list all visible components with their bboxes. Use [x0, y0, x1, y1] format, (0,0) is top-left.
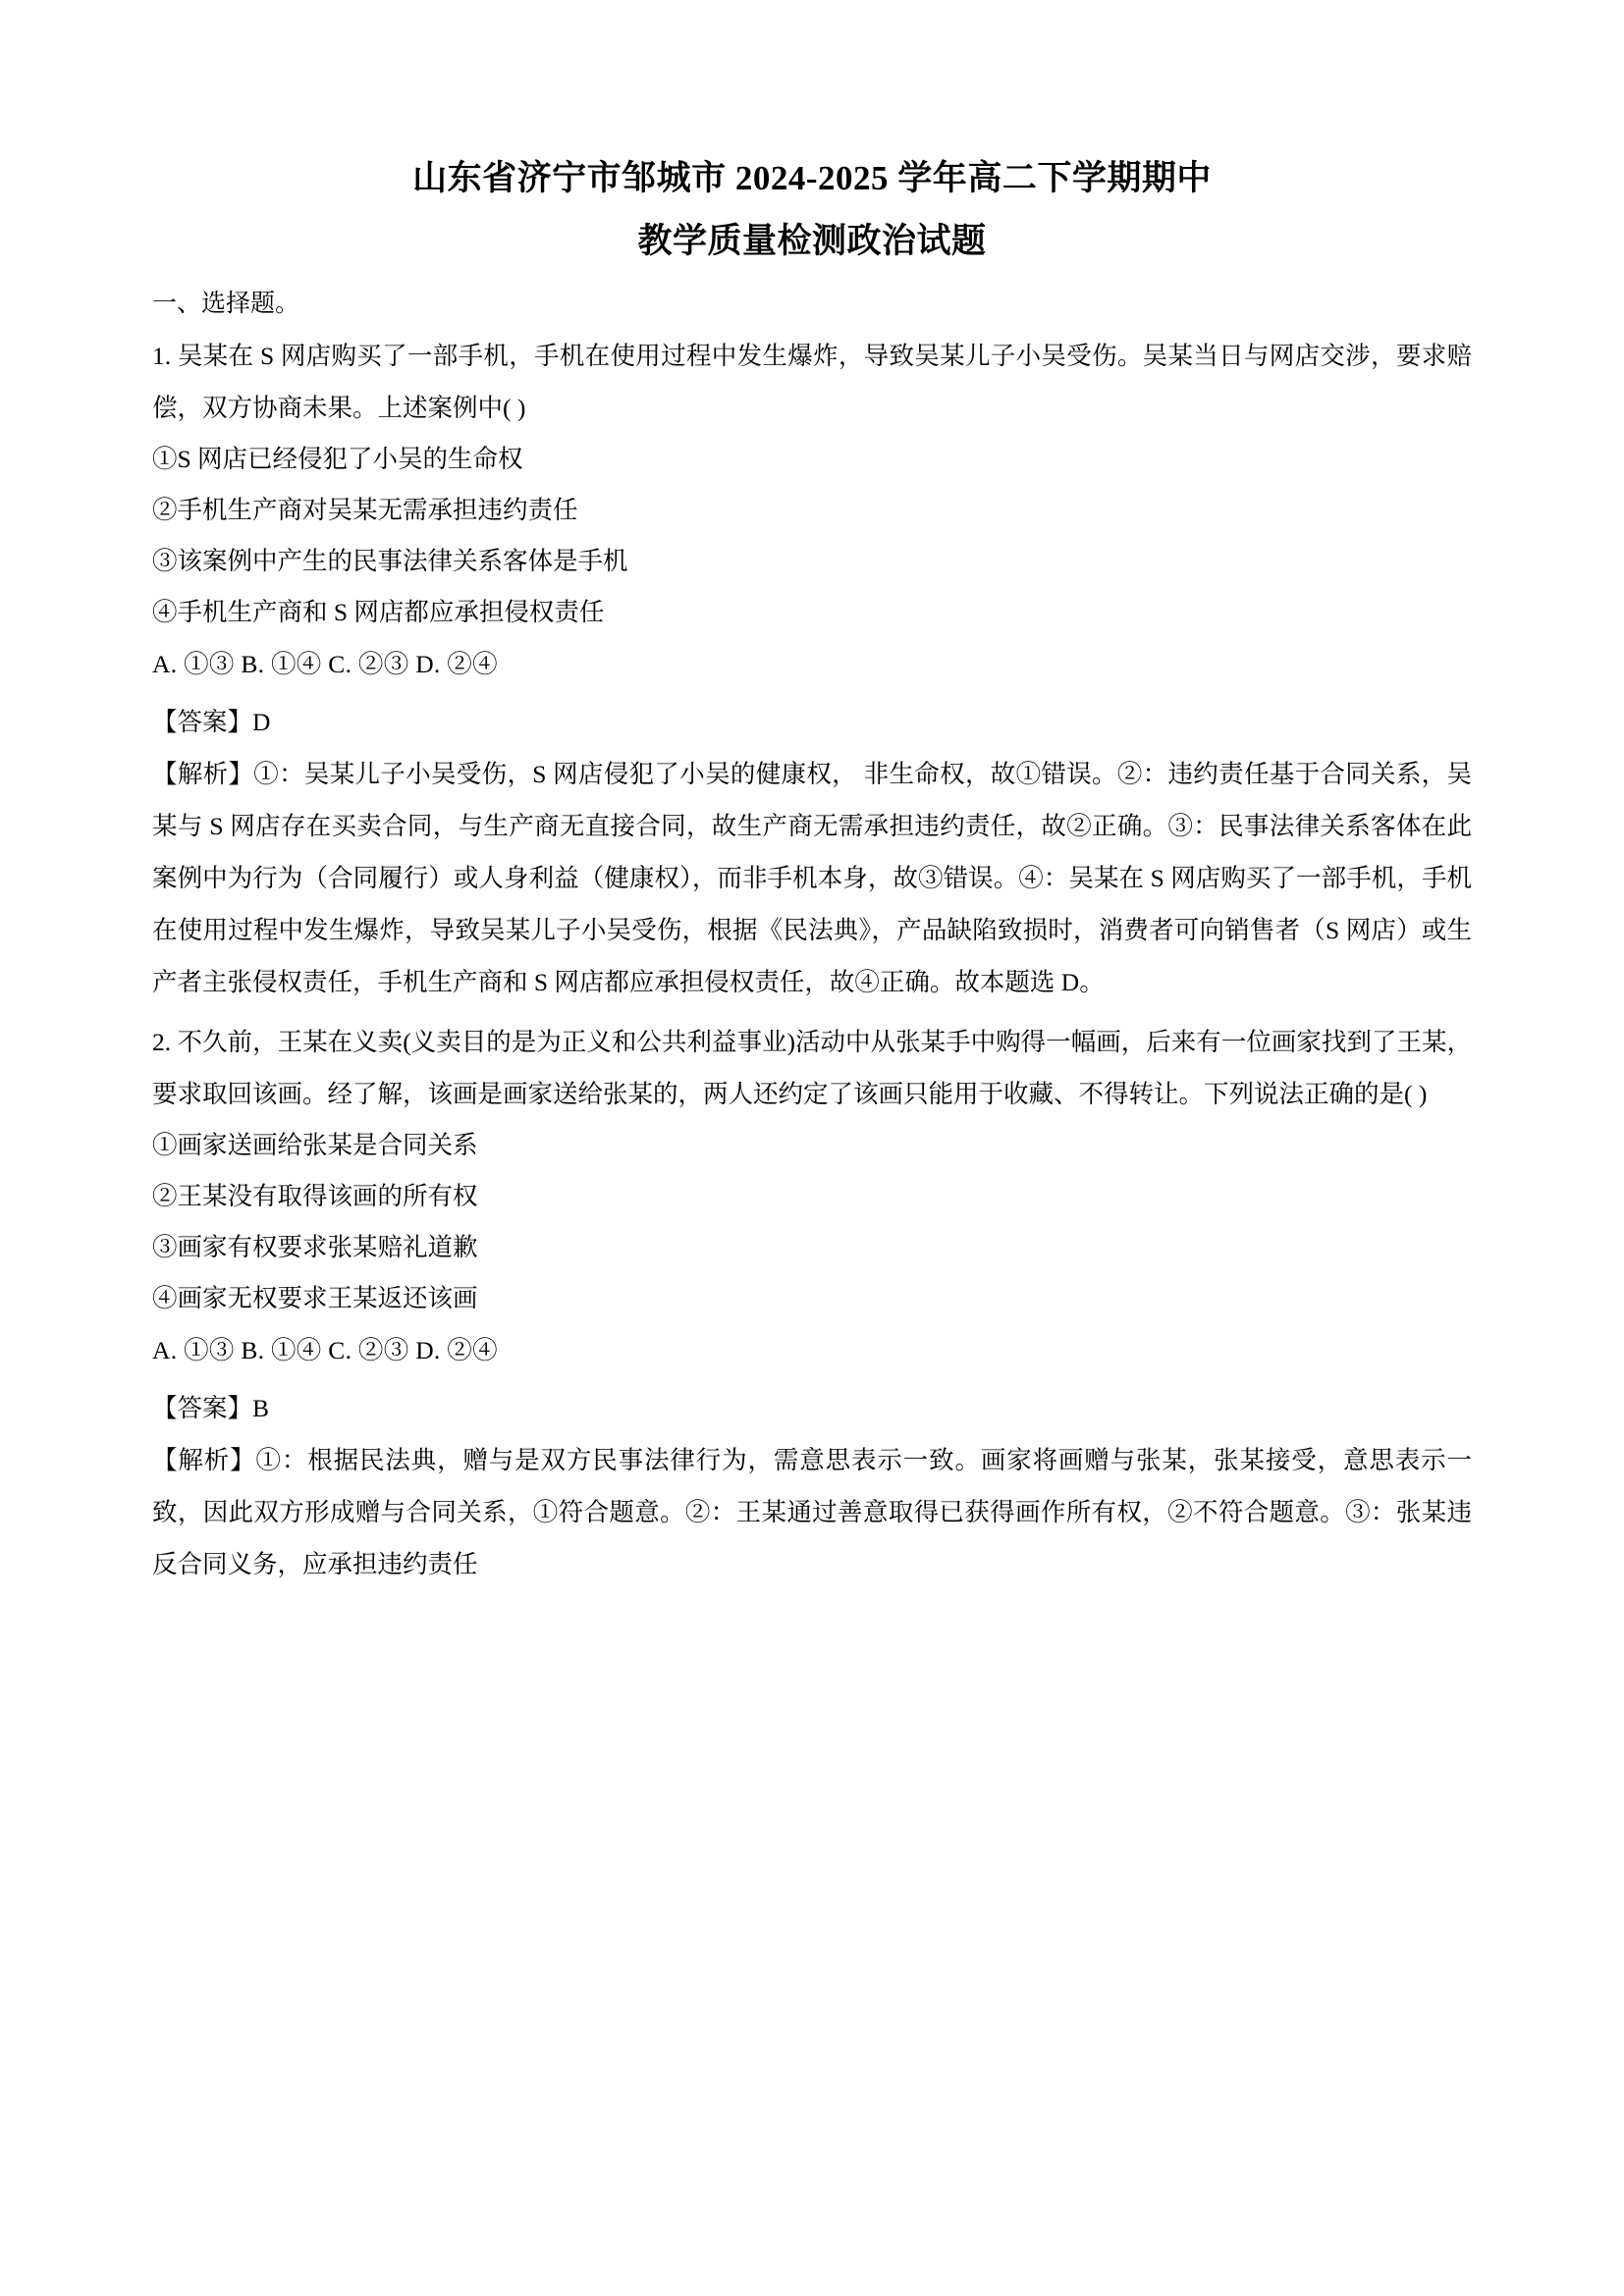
question-option: ①画家送画给张某是合同关系 — [152, 1131, 478, 1159]
answer-value: B — [252, 1394, 270, 1422]
question-option: ①S 网店已经侵犯了小吴的生命权 — [152, 445, 523, 473]
question-stem: 2. 不久前，王某在义卖(义卖目的是为正义和公共利益事业)活动中从张某手中购得一幅画，后来有一位画家找到了王某，要求取回该画。经了解，该画是画家送给张某的，两人还约定了该画只能用于收藏、不得转让。下列说法正确的是( ) — [152, 1028, 1472, 1108]
answer-label: 【答案】 — [152, 708, 253, 736]
question-option: ③画家有权要求张某赔礼道歉 — [152, 1233, 478, 1261]
analysis-block — [152, 1434, 1472, 1590]
page-title — [152, 147, 1472, 273]
answer-line — [152, 696, 1472, 748]
analysis-label: 【解析】 — [152, 1446, 256, 1474]
question-option: ④画家无权要求王某返还该画 — [152, 1284, 478, 1312]
section-heading-choice-questions: 一、选择题。 — [152, 291, 300, 317]
block-spacer — [152, 1008, 1472, 1016]
analysis-text: ①：吴某儿子小吴受伤，S 网店侵犯了小吴的健康权， 非生命权，故①错误。②：违约责任基于合同关系，吴某与 S 网店存在买卖合同，与生产商无直接合同，故生产商无需承担违约责任，故②正确。③：民事法律关系客体在此案例中为行为（合同履行）或人身利益（健康权），而非手机本身，故③错误。④：吴某在 S 网店购买了一部手机，手机在使用过程中发生爆炸，导致吴某儿子小吴受伤，根据《民法典》，产品缺陷致损时，消费者可向销售者（S 网店）或生产者主张侵权责任，手机生产商和 S 网店都应承担侵权责任，故④正确。故本题选 D。 — [152, 760, 1472, 996]
page-title-line-2: 教学质量检测政治试题 — [637, 222, 987, 260]
question-option: ④手机生产商和 S 网店都应承担侵权责任 — [152, 598, 605, 626]
analysis-label: 【解析】 — [152, 760, 254, 788]
question-option: ②手机生产商对吴某无需承担违约责任 — [152, 496, 578, 524]
question-block-2 — [152, 1016, 1472, 1590]
answer-label: 【答案】 — [152, 1394, 253, 1422]
question-option: ②王某没有取得该画的所有权 — [152, 1182, 478, 1210]
question-option: ③该案例中产生的民事法律关系客体是手机 — [152, 547, 628, 575]
question-choice-list: A. ①③ B. ①④ C. ②③ D. ②④ — [152, 650, 498, 678]
question-block-1 — [152, 330, 1472, 1008]
analysis-block — [152, 748, 1472, 1008]
answer-value: D — [252, 708, 271, 736]
question-choice-list: A. ①③ B. ①④ C. ②③ D. ②④ — [152, 1336, 498, 1364]
question-stem: 1. 吴某在 S 网店购买了一部手机，手机在使用过程中发生爆炸，导致吴某儿子小吴受伤。吴某当日与网店交涉，要求赔偿，双方协商未果。上述案例中( ) — [152, 342, 1472, 422]
page-title-line-1: 山东省济宁市邹城市 2024-2025 学年高二下学期期中 — [412, 159, 1212, 197]
analysis-text: ①：根据民法典，赠与是双方民事法律行为，需意思表示一致。画家将画赠与张某，张某接受，意思表示一致，因此双方形成赠与合同关系，①符合题意。②：王某通过善意取得已获得画作所有权，②不符合题意。③：张某违反合同义务，应承担违约责任 — [152, 1446, 1472, 1578]
answer-line — [152, 1382, 1472, 1434]
